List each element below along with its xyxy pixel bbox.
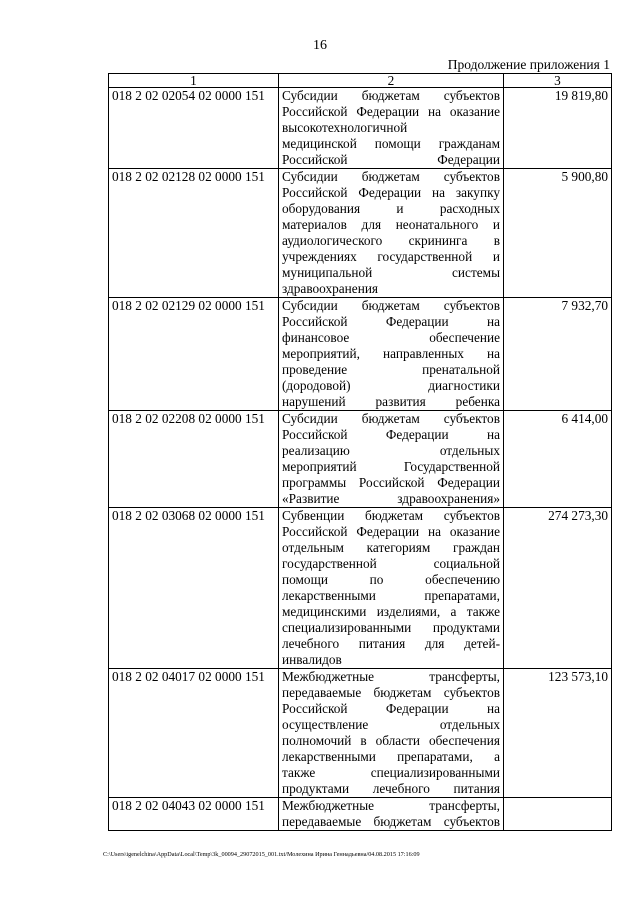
description — [279, 169, 504, 298]
description — [279, 508, 504, 669]
appendix-table — [108, 73, 612, 831]
description — [279, 88, 504, 169]
description-line: мероприятий Государственной — [282, 459, 500, 474]
budget-code: 018 2 02 03068 02 0000 151 — [109, 508, 279, 669]
budget-code: 018 2 02 02129 02 0000 151 — [109, 298, 279, 411]
table-row — [109, 88, 612, 169]
description-line: передаваемые бюджетам субъектов — [282, 814, 500, 829]
file-path-footer: C:\Users\igenelchina\AppData\Local\Temp\3k_00094_29072015_001.txt/Молехина Ирина Геннадьевна/04.08.2015 17:16:09 — [103, 851, 420, 858]
description-line: лекарственными препаратами, — [282, 588, 500, 603]
description — [279, 411, 504, 508]
description-line: Субсидии бюджетам субъектов — [282, 169, 500, 184]
description-line: проведение пренатальной — [282, 362, 500, 377]
description-line: помощи по обеспечению — [282, 572, 500, 587]
description-line: Российской Федерации на — [282, 427, 500, 442]
table-row — [109, 508, 612, 669]
column-header-3: 3 — [504, 74, 612, 88]
column-header-1: 1 — [109, 74, 279, 88]
budget-code: 018 2 02 02208 02 0000 151 — [109, 411, 279, 508]
description — [279, 298, 504, 411]
budget-code: 018 2 02 02054 02 0000 151 — [109, 88, 279, 169]
amount: 123 573,10 — [504, 669, 612, 798]
description-line: медицинскими изделиями, а также — [282, 604, 500, 619]
amount — [504, 798, 612, 831]
description-line: инвалидов — [282, 652, 342, 667]
description-line: Российской Федерации на закупку — [282, 185, 500, 200]
column-header-2: 2 — [279, 74, 504, 88]
description-line: также специализированными — [282, 765, 500, 780]
description — [279, 669, 504, 798]
table-row — [109, 798, 612, 831]
description-line: лечебного питания для детей- — [282, 636, 500, 651]
amount: 5 900,80 — [504, 169, 612, 298]
description-line: реализацию отдельных — [282, 443, 500, 458]
amount: 19 819,80 — [504, 88, 612, 169]
description-line: Российской Федерации — [282, 152, 500, 167]
description-line: Субсидии бюджетам субъектов — [282, 88, 500, 103]
amount: 7 932,70 — [504, 298, 612, 411]
description-line: мероприятий, направленных на — [282, 346, 500, 361]
description-line: Межбюджетные трансферты, — [282, 669, 500, 684]
continuation-label: Продолжение приложения 1 — [447, 57, 610, 72]
description-line: государственной социальной — [282, 556, 500, 571]
description-line: финансовое обеспечение — [282, 330, 500, 345]
table-header-row — [109, 74, 612, 88]
description-line: Российской Федерации на оказание — [282, 524, 500, 539]
description-line: аудиологического скрининга в — [282, 233, 500, 248]
description-line: учреждениях государственной и — [282, 249, 500, 264]
budget-code: 018 2 02 04043 02 0000 151 — [109, 798, 279, 831]
description-line: специализированными продуктами — [282, 620, 500, 635]
description-line: материалов для неонатального и — [282, 217, 500, 232]
description-line: Российской Федерации на оказание — [282, 104, 500, 119]
description-line: здравоохранения — [282, 281, 379, 296]
description-line: Субсидии бюджетам субъектов — [282, 298, 500, 313]
description-line: Российской Федерации на — [282, 701, 500, 716]
table-row — [109, 298, 612, 411]
description-line: Российской Федерации на — [282, 314, 500, 329]
table-row — [109, 169, 612, 298]
description-line: муниципальной системы — [282, 265, 500, 280]
amount: 6 414,00 — [504, 411, 612, 508]
amount: 274 273,30 — [504, 508, 612, 669]
budget-code: 018 2 02 04017 02 0000 151 — [109, 669, 279, 798]
table-row — [109, 411, 612, 508]
description-line: высокотехнологичной — [282, 120, 408, 135]
description-line: (дородовой) диагностики — [282, 378, 500, 393]
description — [279, 798, 504, 831]
table-row — [109, 669, 612, 798]
description-line: Субсидии бюджетам субъектов — [282, 411, 500, 426]
description-line: медицинской помощи гражданам — [282, 136, 500, 151]
description-line: Субвенции бюджетам субъектов — [282, 508, 500, 523]
description-line: лекарственными препаратами, а — [282, 749, 500, 764]
description-line: полномочий в области обеспечения — [282, 733, 500, 748]
description-line: «Развитие здравоохранения» — [282, 491, 500, 506]
description-line: нарушений развития ребенка — [282, 394, 500, 409]
page-number: 16 — [313, 38, 327, 53]
description-line: передаваемые бюджетам субъектов — [282, 685, 500, 700]
description-line: отдельным категориям граждан — [282, 540, 500, 555]
description-line: оборудования и расходных — [282, 201, 500, 216]
budget-code: 018 2 02 02128 02 0000 151 — [109, 169, 279, 298]
description-line: Межбюджетные трансферты, — [282, 798, 500, 813]
description-line: программы Российской Федерации — [282, 475, 500, 490]
description-line: продуктами лечебного питания — [282, 781, 500, 796]
description-line: осуществление отдельных — [282, 717, 500, 732]
